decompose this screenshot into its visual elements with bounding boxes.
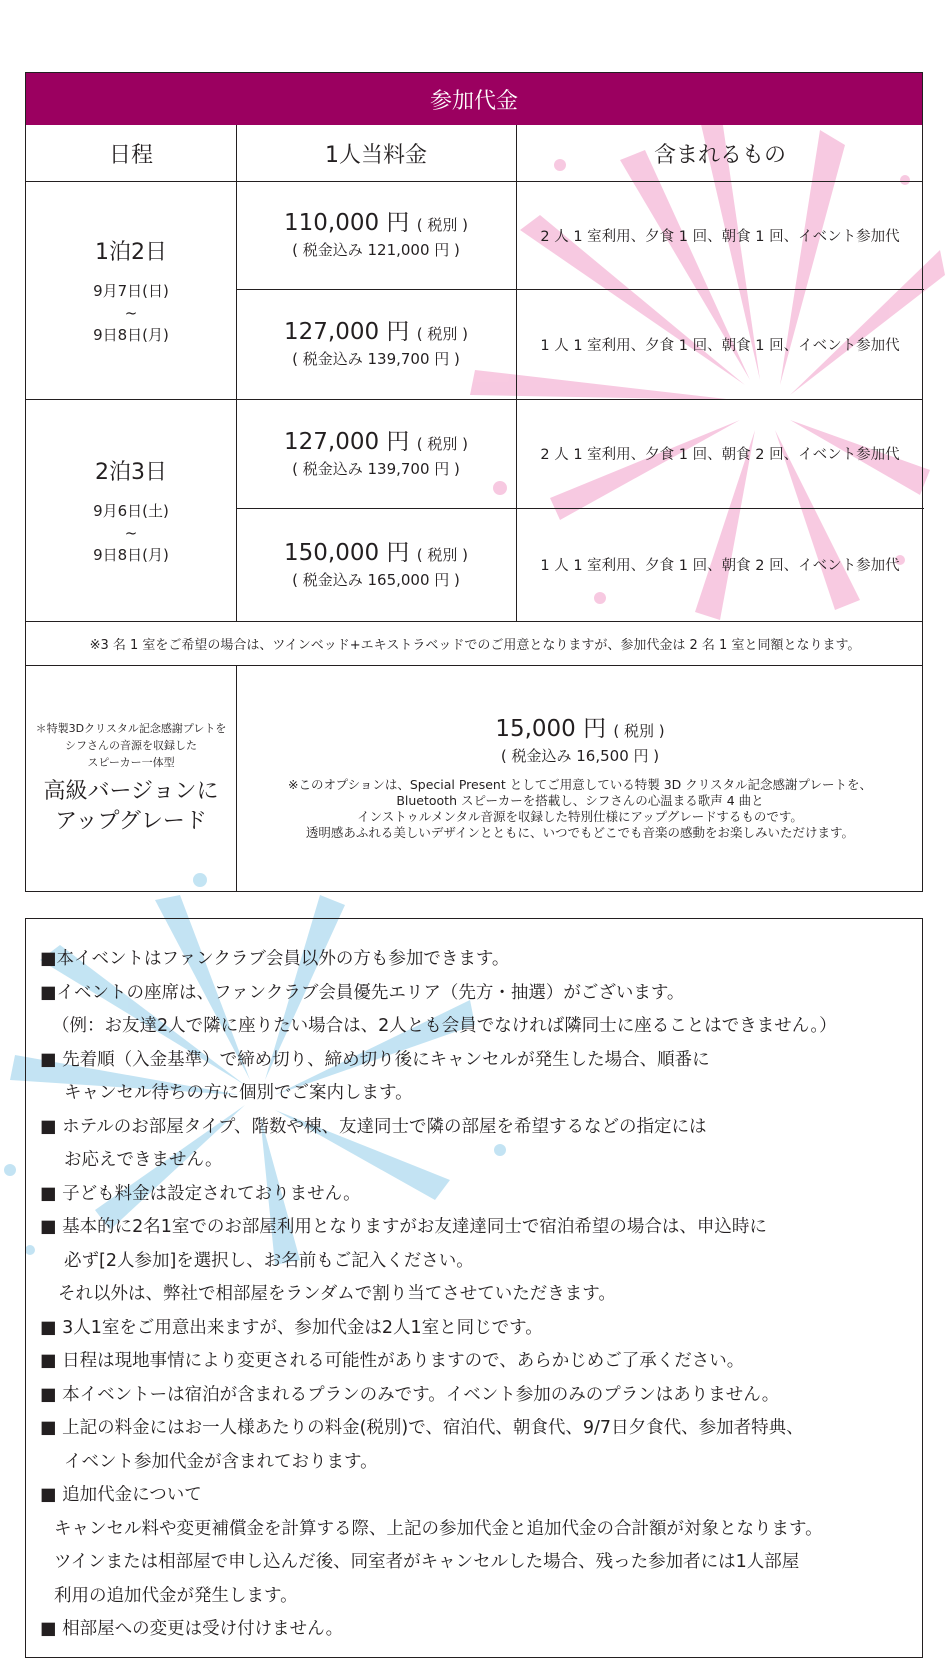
upgrade-note-line: インストゥルメンタル音源を収録した特別仕様にアップグレードするものです。	[357, 809, 803, 824]
note-line: お応えできません。	[64, 1150, 223, 1170]
note-line: ■ 基本的に2名1室でのお部屋利用となりますがお友達達同士で宿泊希望の場合は、申込時に	[40, 1217, 767, 1237]
tax-label: ( 税別 )	[416, 325, 468, 343]
upgrade-title-line: アップグレード	[55, 808, 207, 834]
note-line: ■ 日程は現地事情により変更される可能性がありますので、あらかじめご了承ください。	[40, 1351, 745, 1371]
note-line: （例：お友達2人で隣に座りたい場合は、2人とも会員でなければ隣同士に座ることはできません。）	[52, 1016, 837, 1036]
upgrade-desc-line: スピーカー一体型	[87, 755, 175, 769]
tax-label: ( 税別 )	[416, 216, 468, 234]
date-from: 9月7日(日)	[93, 281, 169, 300]
included-items: 1 人 1 室利用、夕食 1 回、朝食 1 回、イベント参加代	[540, 337, 900, 354]
tax-label: ( 税別 )	[416, 545, 468, 564]
included-items: 2 人 1 室利用、夕食 1 回、朝食 1 回、イベント参加代	[540, 228, 900, 245]
date-to: 9日8日(月)	[93, 325, 169, 344]
plan-1-schedule	[26, 181, 236, 399]
price-cell	[236, 508, 516, 621]
note-line: ■ 子ども料金は設定されておりません。	[40, 1183, 361, 1204]
tax-included-price: ( 税金込み 139,700 円 )	[292, 459, 460, 478]
upgrade-title-line: 高級バージョンに	[43, 778, 219, 804]
upgrade-note-line: 透明感あふれる美しいデザインとともに、いつでもどこでも音楽の感動をお楽しみいただけます。	[305, 825, 855, 840]
note-line: それ以外は、弊社で相部屋をランダムで割り当てさせていただきます。	[58, 1284, 616, 1304]
included-items: 2 人 1 室利用、夕食 1 回、朝食 2 回、イベント参加代	[540, 447, 900, 463]
note-line: ■ 相部屋への変更は受け付けません。	[40, 1619, 344, 1639]
upgrade-note-line: Bluetooth スピーカーを搭載し、シフさんの心温まる歌声 4 曲と	[396, 793, 764, 808]
price: 150,000 円	[284, 539, 410, 566]
pricing-title: 参加代金	[26, 73, 922, 125]
note-line: イベント参加代金が含まれております。	[64, 1451, 378, 1472]
plan-name: 2泊3日	[95, 459, 167, 485]
note-line: キャンセル待ちの方に個別でご案内します。	[64, 1083, 413, 1103]
plan-name: 1泊2日	[95, 239, 167, 265]
price-cell	[236, 289, 516, 399]
price-cell	[236, 399, 516, 508]
tax-label: ( 税別 )	[613, 722, 665, 740]
upgrade-desc-line: ＊特製3Dクリスタル記念感謝プレトを	[35, 721, 227, 735]
header-included: 含まれるもの	[653, 142, 786, 168]
upgrade-note	[288, 777, 872, 841]
price-cell	[236, 181, 516, 289]
room-note: ※3 名 1 室をご希望の場合は、ツインベッド+エキストラベッドでのご用意となりますが、参加代金は 2 名 1 室と同額となります。	[89, 637, 861, 653]
tax-included-price: ( 税金込み 165,000 円 )	[292, 570, 460, 589]
upgrade-title	[43, 777, 218, 837]
upgrade-note-line: ※このオプションは、Special Present としてご用意している特製 3D クリスタル記念感謝プレートを、	[287, 777, 872, 792]
header-schedule: 日程	[108, 142, 153, 168]
price: 127,000 円	[284, 319, 410, 345]
upgrade-tax-included: ( 税金込み 16,500 円 )	[500, 747, 660, 765]
date-to: 9日8日(月)	[93, 545, 169, 564]
date-tilde: ~	[124, 303, 138, 322]
note-line: ■ 上記の料金にはお一人様あたりの料金(税別)で、宿泊代、朝食代、9/7日夕食代、参加者特典、	[40, 1418, 804, 1438]
note-line: ツインまたは相部屋で申し込んだ後、同室者がキャンセルした場合、残った参加者には1人部屋	[54, 1552, 800, 1572]
note-line: ■ 本イベントーは宿泊が含まれるプランのみです。イベント参加のみのプランはありません。	[40, 1384, 780, 1405]
note-line: 必ず[2人参加]を選択し、お名前もご記入ください。	[64, 1250, 474, 1271]
upgrade-price-cell	[236, 665, 924, 891]
note-line: ■イベントの座席は、ファンクラブ会員優先エリア（先方・抽選）がございます。	[40, 982, 685, 1003]
upgrade-label	[26, 665, 236, 891]
tax-label: ( 税別 )	[416, 434, 468, 453]
note-line: ■ 3人1室をご用意出来ますが、参加代金は2人1室と同じです。	[40, 1317, 543, 1338]
note-line: ■ 追加代金について	[40, 1485, 202, 1505]
date-tilde: ~	[124, 523, 138, 542]
price: 127,000 円	[284, 428, 410, 455]
note-line: ■本イベントはファンクラブ会員以外の方も参加できます。	[40, 949, 510, 969]
notes-box	[25, 918, 923, 1658]
plan-2-schedule	[26, 399, 236, 621]
tax-included-price: ( 税金込み 139,700 円 )	[292, 350, 460, 368]
pricing-table	[25, 72, 923, 892]
note-line: 利用の追加代金が発生します。	[54, 1585, 298, 1606]
price: 110,000 円	[284, 210, 410, 236]
tax-included-price: ( 税金込み 121,000 円 )	[292, 241, 460, 259]
note-line: キャンセル料や変更補償金を計算する際、上記の参加代金と追加代金の合計額が対象となります。	[54, 1518, 823, 1539]
upgrade-price: 15,000 円	[495, 716, 607, 742]
date-from: 9月6日(土)	[93, 501, 169, 520]
header-price: 1人当料金	[325, 142, 427, 168]
included-items: 1 人 1 室利用、夕食 1 回、朝食 2 回、イベント参加代	[540, 558, 900, 574]
note-line: ■ ホテルのお部屋タイプ、階数や棟、友達同士で隣の部屋を希望するなどの指定には	[40, 1116, 707, 1137]
upgrade-desc-line: シフさんの音源を収録した	[65, 738, 197, 752]
note-line: ■ 先着順（入金基準）で締め切り、締め切り後にキャンセルが発生した場合、順番に	[40, 1049, 710, 1070]
